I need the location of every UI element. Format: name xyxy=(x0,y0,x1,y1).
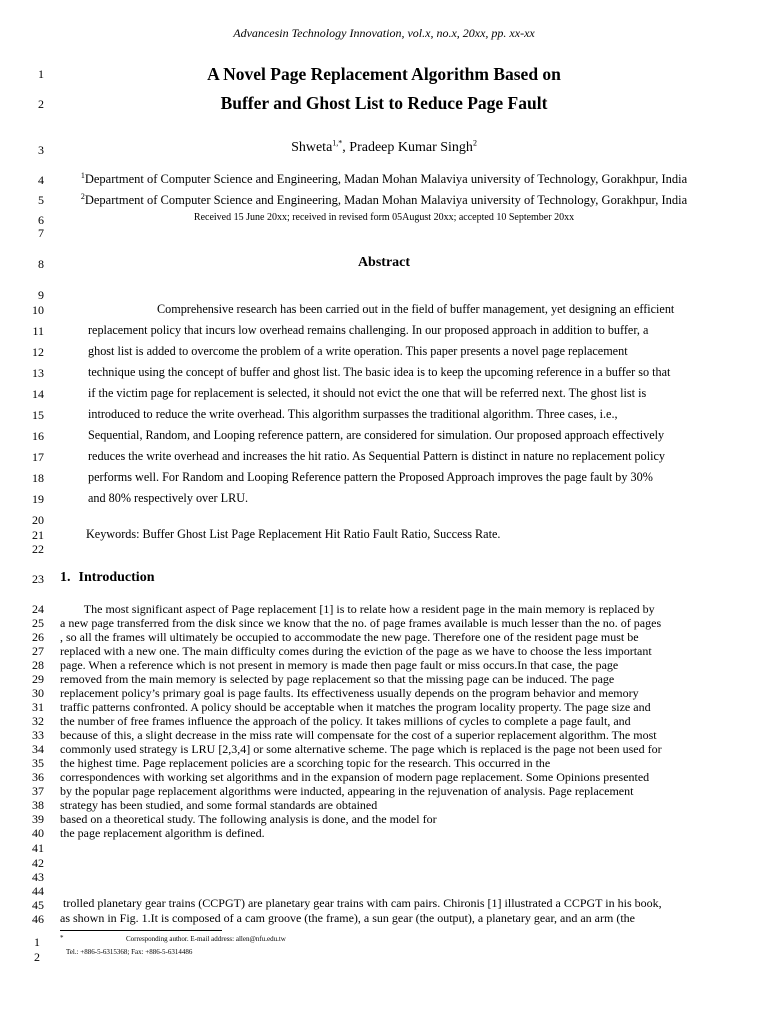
abstract-line: Sequential, Random, and Looping reference pattern, are considered for simulation. Our proposed approach effectively xyxy=(88,428,665,442)
line-number: 5 xyxy=(38,193,44,207)
abstract-heading: Abstract xyxy=(357,255,411,270)
line-number: 12 xyxy=(32,345,44,359)
footnote-marker: * xyxy=(60,934,64,942)
affiliation-1 xyxy=(0,172,768,187)
body-line: , so all the frames will ultimately be occupied to accommodate the new page. Therefore one of the resident page must be xyxy=(60,630,639,644)
body-line: by the popular page replacement algorithms were inducted, appearing in the rejuvenation of analysis. Page replacement xyxy=(60,784,634,798)
line-number: 11 xyxy=(32,324,44,338)
line-number: 36 xyxy=(32,770,44,784)
line-number: 46 xyxy=(32,912,44,926)
line-number: 34 xyxy=(32,742,44,756)
line-number: 9 xyxy=(38,288,44,302)
footnote-line-number: 2 xyxy=(34,950,40,964)
abstract-line: introduced to reduce the write overhead. This algorithm surpasses the traditional algorithm. Three cases, i.e., xyxy=(88,407,618,421)
line-number: 7 xyxy=(38,226,44,240)
line-number: 13 xyxy=(32,366,44,380)
line-number: 14 xyxy=(32,387,44,401)
affiliation-marker: 2 xyxy=(80,191,85,201)
abstract-line: ghost list is added to overcome the problem of a write operation. This paper presents a novel page replacement xyxy=(88,344,628,358)
line-number: 4 xyxy=(38,173,44,187)
line-number: 41 xyxy=(32,841,44,855)
body-line: correspondences with working set algorithms and in the expansion of modern page replacement. Some Opinions presented xyxy=(60,770,650,784)
body-line: commonly used strategy is LRU [2,3,4] or some alternative scheme. The page which is replaced is the page not been used for xyxy=(60,742,662,756)
section-number: 1. xyxy=(60,570,71,585)
body-line: the page replacement algorithm is defined. xyxy=(60,826,265,840)
line-number: 26 xyxy=(32,630,44,644)
abstract-line: Comprehensive research has been carried out in the field of buffer management, yet designing an efficient xyxy=(157,302,675,316)
abstract-line: reduces the write overhead and increases the hit ratio. As Sequential Pattern is distinct in nature no replacement policy xyxy=(88,449,666,463)
body-line: page. When a reference which is not present in memory is made then page fault or miss occurs.In that case, the page xyxy=(60,658,619,672)
author-name: Shweta xyxy=(291,140,333,155)
line-number: 31 xyxy=(32,700,44,714)
body-line: removed from the main memory is selected by page replacement so that the missing page can be induced. The page xyxy=(60,672,615,686)
body-line: replaced with a new one. The main difficulty comes during the eviction of the page as we have to choose the less important xyxy=(60,644,652,658)
footnote-corresponding: Corresponding author. E-mail address: allen@nfu.edu.tw xyxy=(126,935,286,943)
line-number: 44 xyxy=(32,884,44,898)
body-line: replacement policy’s primary goal is page faults. Its effectiveness usually depends on the program behavior and memory xyxy=(60,686,639,700)
author-list xyxy=(0,140,768,156)
author-affiliation-marker: 1,* xyxy=(332,138,343,148)
line-number: 35 xyxy=(32,756,44,770)
author-separator: , xyxy=(342,140,350,155)
line-number: 1 xyxy=(38,67,44,81)
line-number: 19 xyxy=(32,492,44,506)
line-number: 29 xyxy=(32,672,44,686)
affiliation-2 xyxy=(0,193,768,208)
abstract-line: and 80% respectively over LRU. xyxy=(88,491,249,505)
line-number: 45 xyxy=(32,898,44,912)
affiliation-marker: 1 xyxy=(80,170,85,180)
line-number: 16 xyxy=(32,429,44,443)
section-title: Introduction xyxy=(78,570,155,585)
line-number: 42 xyxy=(32,856,44,870)
line-number: 32 xyxy=(32,714,44,728)
body-line: the number of free frames influence the approach of the policy. It takes millions of cycles to complete a page fault, and xyxy=(60,714,631,728)
line-number: 23 xyxy=(32,572,44,586)
line-number: 2 xyxy=(38,97,44,111)
paper-title-line-1: A Novel Page Replacement Algorithm Based on xyxy=(207,64,561,84)
body-line: trolled planetary gear trains (CCPGT) are planetary gear trains with cam pairs. Chironis [1] illustrated a CCPGT in his book, xyxy=(60,896,662,910)
line-number: 39 xyxy=(32,812,44,826)
line-number: 37 xyxy=(32,784,44,798)
body-line: a new page transferred from the disk since we know that the no. of page frames available is much lesser than the no. of pages xyxy=(60,616,662,630)
received-dates: Received 15 June 20xx; received in revised form 05August 20xx; accepted 10 September 20xx xyxy=(193,212,575,223)
line-number: 24 xyxy=(32,602,44,616)
body-line: The most significant aspect of Page replacement [1] is to relate how a resident page in the main memory is replaced by xyxy=(60,602,655,616)
keywords: Keywords: Buffer Ghost List Page Replacement Hit Ratio Fault Ratio, Success Rate. xyxy=(86,527,501,541)
paper-title-line-2: Buffer and Ghost List to Reduce Page Fault xyxy=(220,93,548,113)
line-number: 43 xyxy=(32,870,44,884)
line-number: 27 xyxy=(32,644,44,658)
line-number: 28 xyxy=(32,658,44,672)
line-number: 10 xyxy=(32,303,44,317)
body-line: as shown in Fig. 1.It is composed of a cam groove (the frame), a sun gear (the output), a planetary gear, and an arm (the xyxy=(60,911,635,925)
line-number: 8 xyxy=(38,257,44,271)
author-affiliation-marker: 2 xyxy=(472,138,477,148)
line-number: 33 xyxy=(32,728,44,742)
footnote-line-number: 1 xyxy=(34,935,40,949)
running-header: Advancesin Technology Innovation, vol.x, no.x, 20xx, pp. xx-xx xyxy=(233,26,535,40)
body-line: based on a theoretical study. The following analysis is done, and the model for xyxy=(60,812,437,826)
line-number: 3 xyxy=(38,143,44,157)
line-number: 18 xyxy=(32,471,44,485)
abstract-line: technique using the concept of buffer and ghost list. The basic idea is to keep the upcoming reference in a buffer so that xyxy=(88,365,671,379)
author-name: Pradeep Kumar Singh xyxy=(349,140,473,155)
line-number: 30 xyxy=(32,686,44,700)
line-number: 40 xyxy=(32,826,44,840)
body-line: traffic patterns confronted. A policy should be acceptable when it matches the program locality property. The page size and xyxy=(60,700,651,714)
line-number: 15 xyxy=(32,408,44,422)
line-number: 20 xyxy=(32,513,44,527)
section-heading-introduction xyxy=(60,570,154,586)
footnote-rule xyxy=(60,930,222,931)
body-line: strategy has been studied, and some formal standards are obtained xyxy=(60,798,378,812)
line-number: 25 xyxy=(32,616,44,630)
footnote-contact: Tel.: +886-5-6315368; Fax: +886-5-6314486 xyxy=(66,948,193,956)
line-number: 22 xyxy=(32,542,44,556)
line-number: 17 xyxy=(32,450,44,464)
affiliation-text: Department of Computer Science and Engineering, Madan Mohan Malaviya university of Technology, Gorakhpur, India xyxy=(84,193,688,207)
body-line: because of this, a slight decrease in the miss rate will compensate for the cost of a superior replacement algorithm. The most xyxy=(60,728,657,742)
abstract-line: performs well. For Random and Looping Reference pattern the Proposed Approach improves the page fault by 30% xyxy=(88,470,653,484)
line-number: 6 xyxy=(38,213,44,227)
body-line: the highest time. Page replacement policies are a scorching topic for the research. This occurred in the xyxy=(60,756,551,770)
abstract-line: if the victim page for replacement is selected, it should not evict the one that will be referred next. The ghost list is xyxy=(88,386,647,400)
line-number: 38 xyxy=(32,798,44,812)
abstract-line: replacement policy that incurs low overhead remains challenging. In our proposed approach in addition to buffer, a xyxy=(88,323,649,337)
affiliation-text: Department of Computer Science and Engineering, Madan Mohan Malaviya university of Technology, Gorakhpur, India xyxy=(84,172,688,186)
line-number: 21 xyxy=(32,528,44,542)
